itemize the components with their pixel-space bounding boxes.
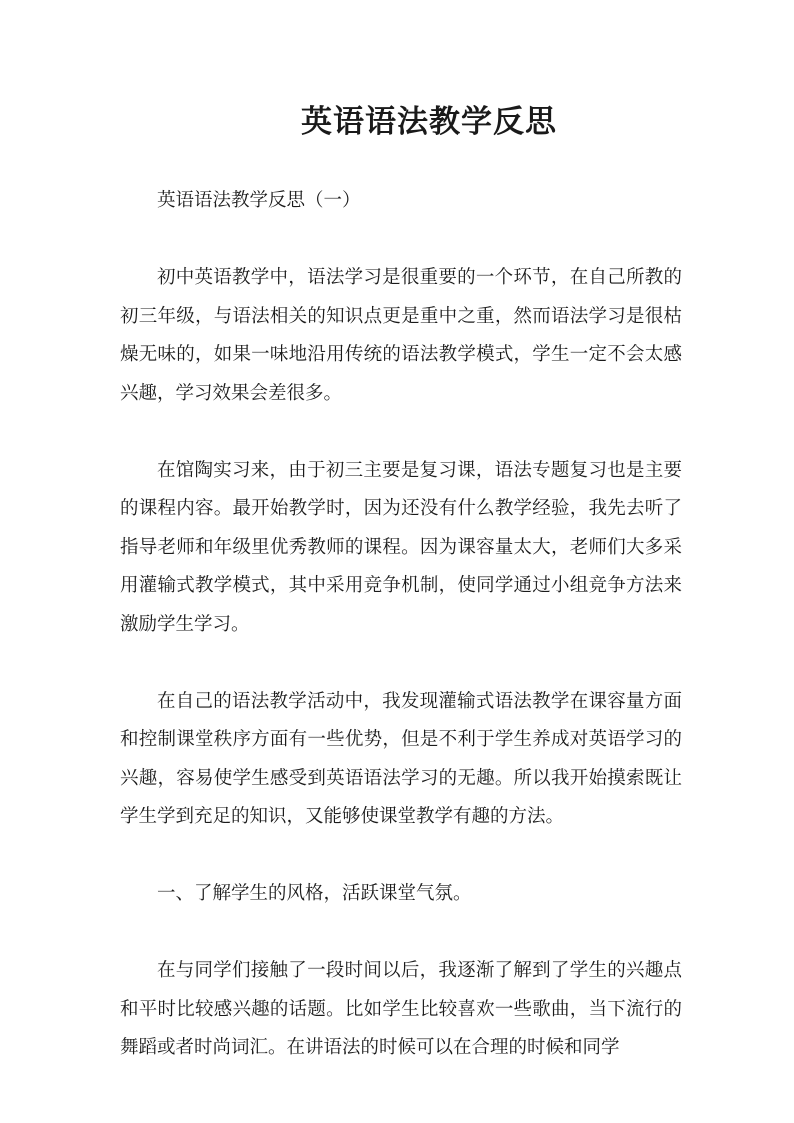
paragraph: 在馆陶实习来，由于初三主要是复习课，语法专题复习也是主要的课程内容。最开始教学时，因为还没有什么教学经验，我先去听了指导老师和年级里优秀教师的课程。因为课容量太大，老师们大多采用灌输式教学模式，其中采用竞争机制，使同学通过小组竞争方法来激励学生学习。 xyxy=(120,459,682,635)
paragraph: 在与同学们接触了一段时间以后，我逐渐了解到了学生的兴趣点和平时比较感兴趣的话题。比如学生比较喜欢一些歌曲，当下流行的舞蹈或者时尚词汇。在讲语法的时候可以在合理的时候和同学 xyxy=(120,960,682,1058)
section-heading: 一、了解学生的风格，活跃课堂气氛。 xyxy=(157,883,472,904)
paragraph: 初中英语教学中，语法学习是很重要的一个环节，在自己所教的初三年级，与语法相关的知识点更是重中之重，然而语法学习是很枯燥无味的，如果一味地沿用传统的语法教学模式，学生一定不会太感兴趣，学习效果会差很多。 xyxy=(120,267,682,404)
section-subtitle: 英语语法教学反思（一） xyxy=(157,190,361,211)
document-title: 英语语法教学反思 xyxy=(301,104,557,140)
paragraph: 在自己的语法教学活动中，我发现灌输式语法教学在课容量方面和控制课堂秩序方面有一些优势，但是不利于学生养成对英语学习的兴趣，容易使学生感受到英语语法学习的无趣。所以我开始摸索既让学生学到充足的知识，又能够使课堂教学有趣的方法。 xyxy=(120,690,682,827)
document-body xyxy=(120,182,682,1106)
